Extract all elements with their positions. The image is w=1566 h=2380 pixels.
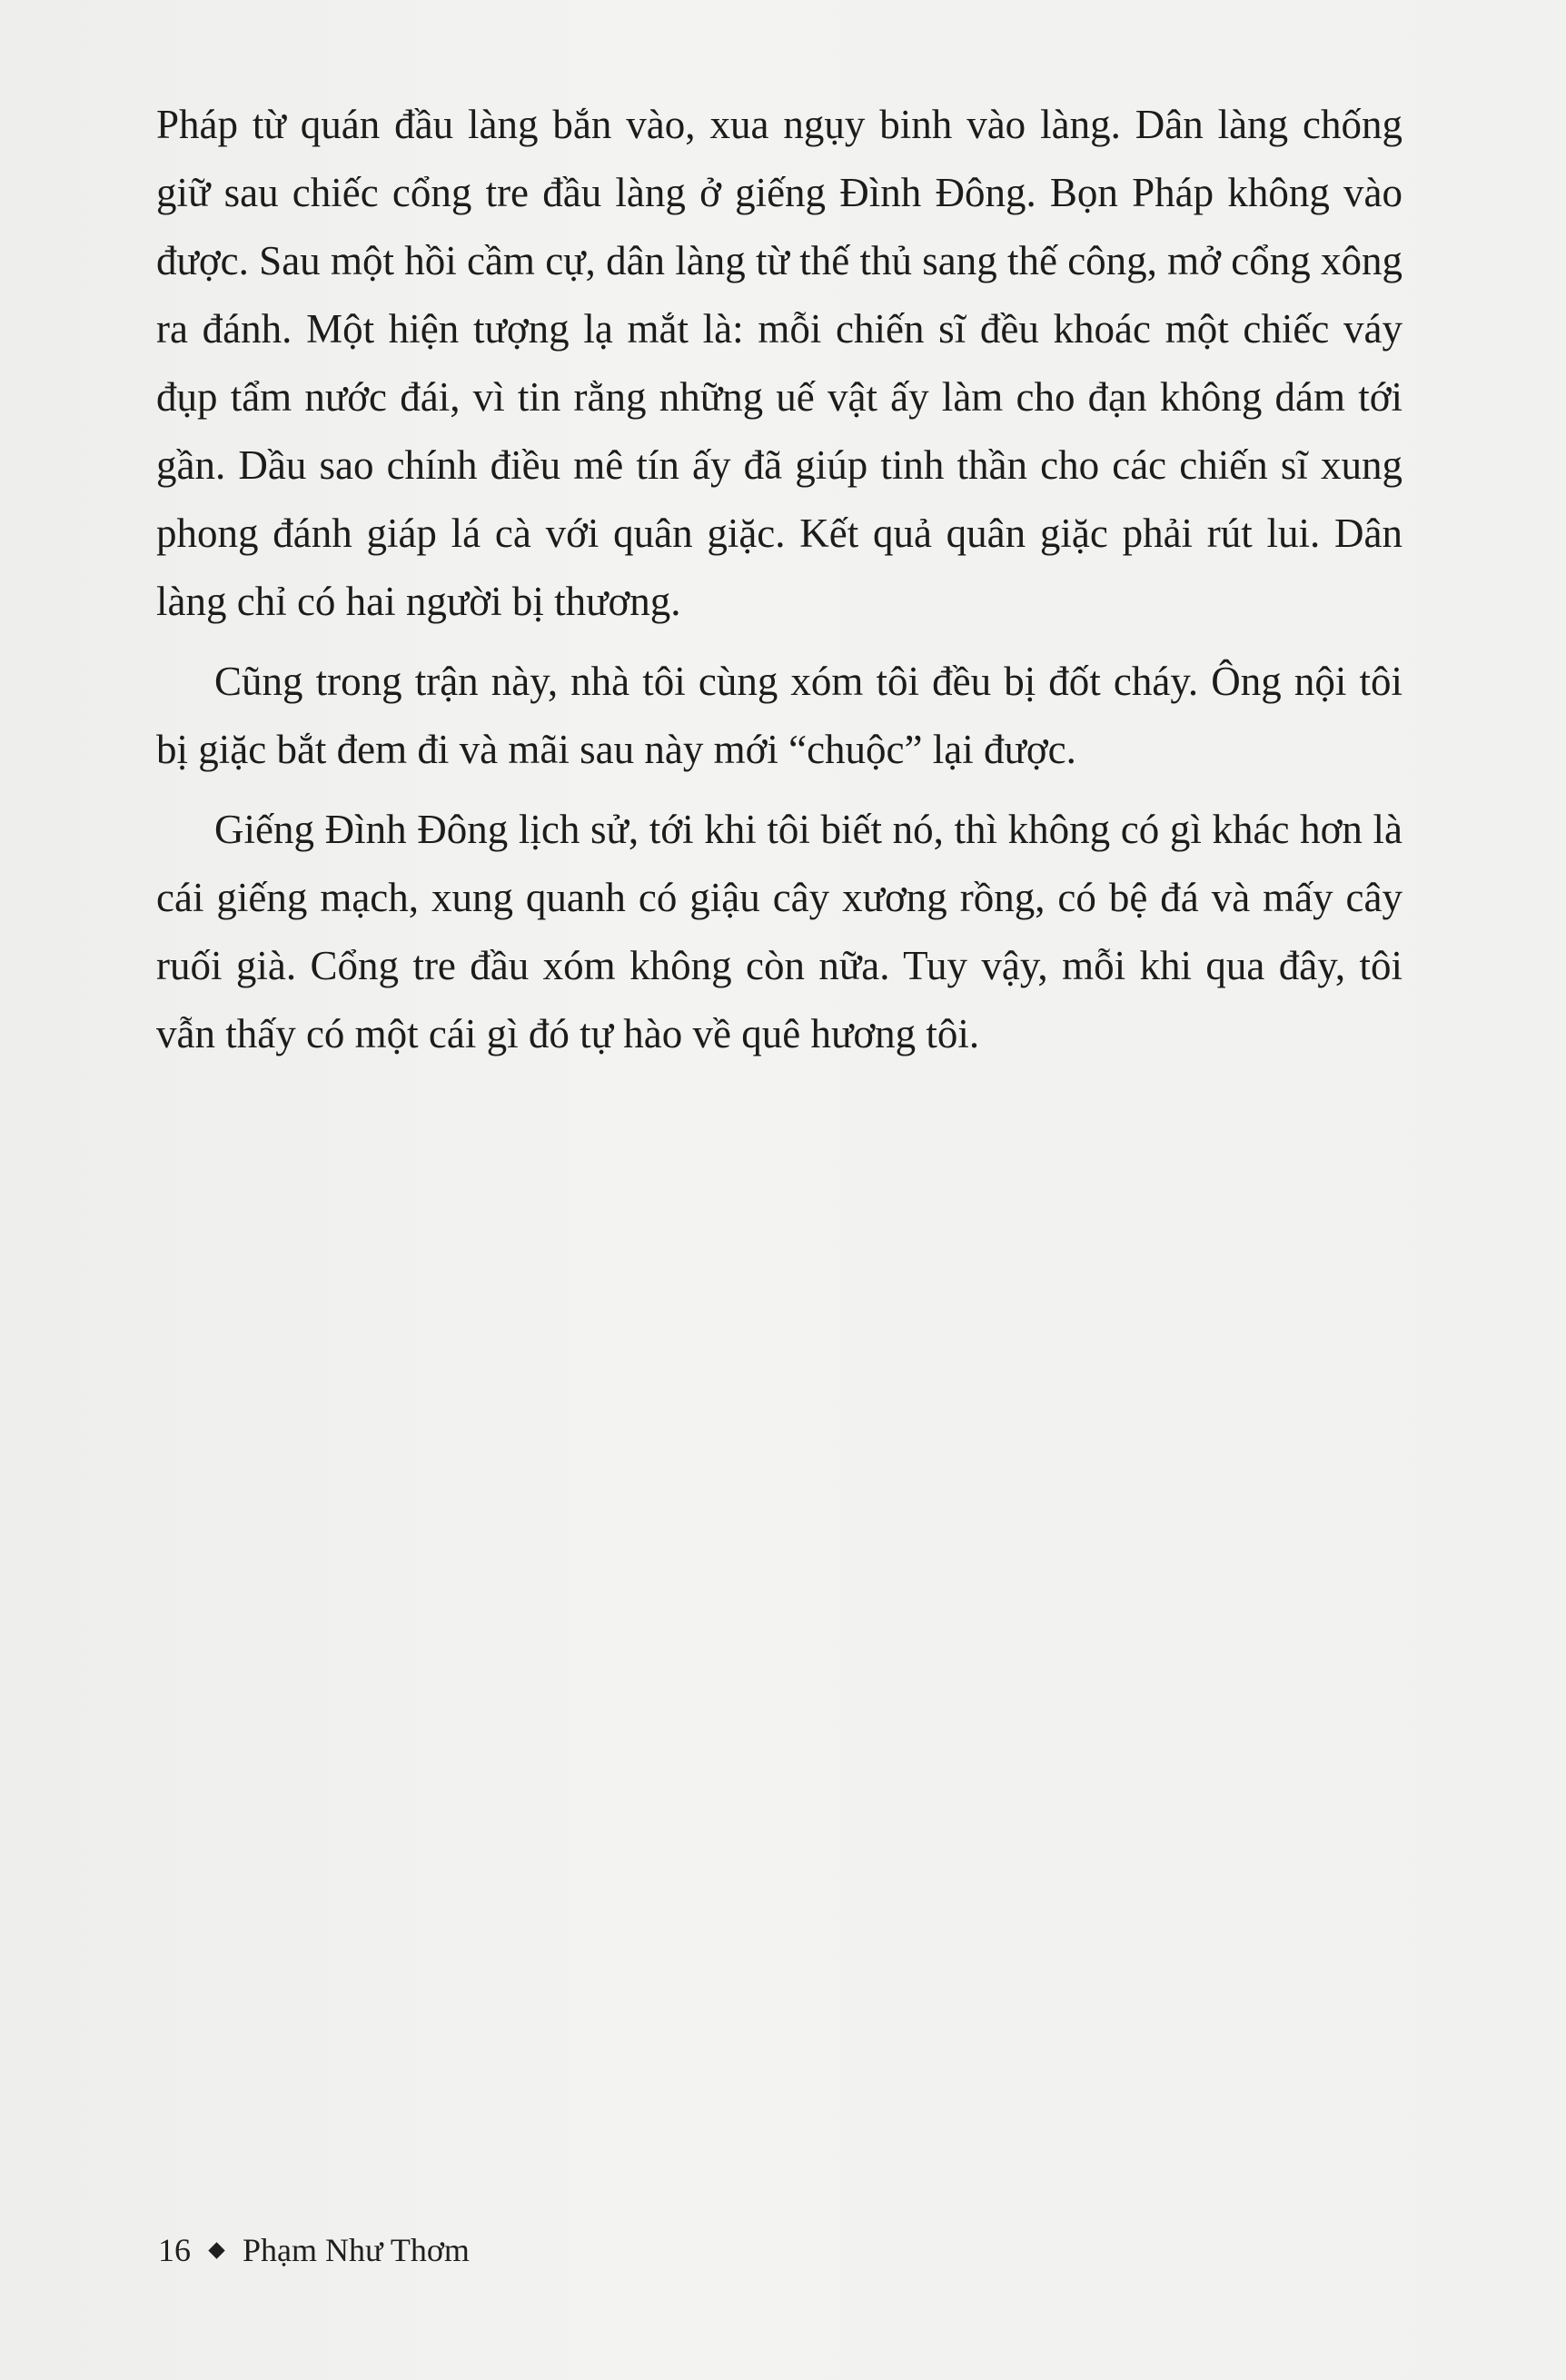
paragraph-1: Pháp từ quán đầu làng bắn vào, xua ngụy binh vào làng. Dân làng chống giữ sau chiếc cổng tre đầu làng ở giếng Đình Đông. Bọn Pháp không vào được. Sau một hồi cầm cự, dân làng từ thế thủ sang thế công, mở cổng xông ra đánh. Một hiện tượng lạ mắt là: mỗi chiến sĩ đều khoác một chiếc váy đụp tẩm nước đái, vì tin rằng những uế vật ấy làm cho đạn không dám tới gần. Dầu sao chính điều mê tín ấy đã giúp tinh thần cho các chiến sĩ xung phong đánh giáp lá cà với quân giặc. Kết quả quân giặc phải rút lui. Dân làng chỉ có hai người bị thương. xyxy=(156,102,1402,624)
author-name: Phạm Như Thơm xyxy=(243,2232,470,2268)
diamond-separator-icon xyxy=(208,2242,224,2258)
page-number: 16 xyxy=(158,2232,191,2268)
page-footer xyxy=(158,2227,470,2273)
body-text xyxy=(156,91,1402,1080)
paragraph-2: Cũng trong trận này, nhà tôi cùng xóm tôi đều bị đốt cháy. Ông nội tôi bị giặc bắt đem đi và mãi sau này mới “chuộc” lại được. xyxy=(156,659,1402,772)
paragraph-3: Giếng Đình Đông lịch sử, tới khi tôi biết nó, thì không có gì khác hơn là cái giếng mạch, xung quanh có giậu cây xương rồng, có bệ đá và mấy cây ruối già. Cổng tre đầu xóm không còn nữa. Tuy vậy, mỗi khi qua đây, tôi vẫn thấy có một cái gì đó tự hào về quê hương tôi. xyxy=(156,807,1402,1056)
